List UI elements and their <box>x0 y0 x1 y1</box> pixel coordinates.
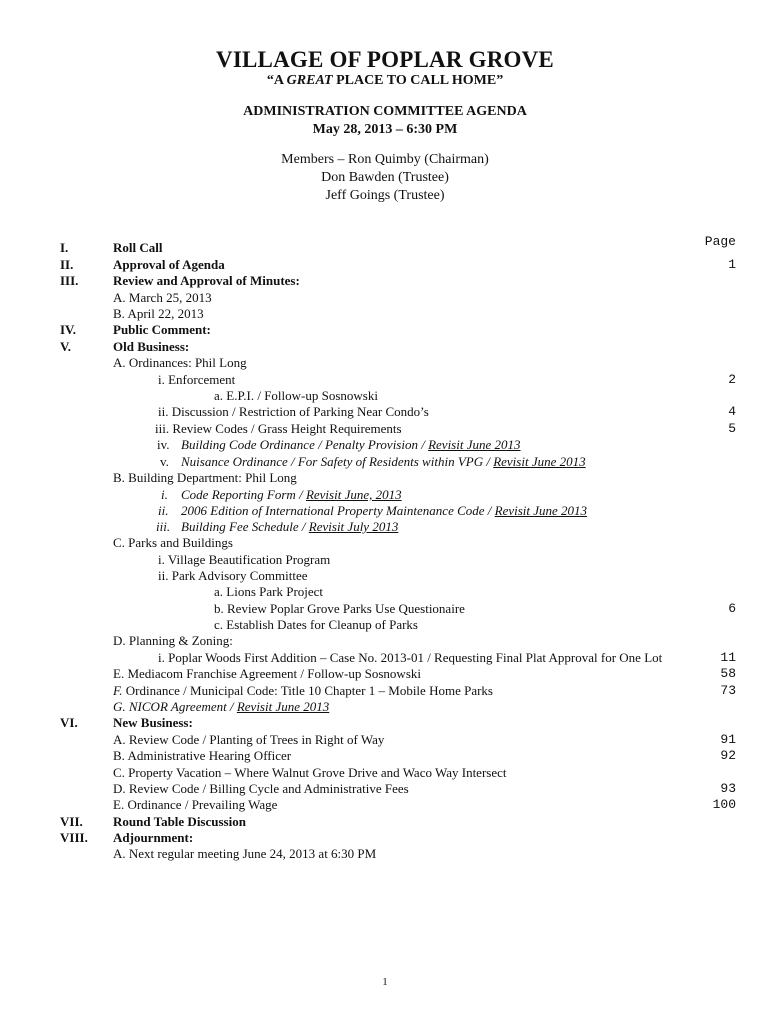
agenda-item <box>0 748 770 764</box>
item-number: iii. <box>156 519 171 534</box>
revisit-note: Revisit June, 2013 <box>305 487 402 502</box>
page-number: 100 <box>712 797 736 812</box>
section-title: Roll Call <box>113 240 163 255</box>
item-text: B. Administrative Hearing Officer <box>113 748 292 763</box>
page-number: 11 <box>720 650 736 665</box>
tagline-end: PLACE TO CALL HOME” <box>332 73 504 88</box>
agenda-section <box>0 715 770 731</box>
agenda-item <box>0 470 770 486</box>
agenda-title: ADMINISTRATION COMMITTEE AGENDA <box>243 104 527 119</box>
agenda-item <box>0 437 770 453</box>
agenda-item <box>0 699 770 715</box>
agenda-item <box>0 797 770 813</box>
section-number: VI. <box>60 715 78 730</box>
agenda-item <box>0 535 770 551</box>
revisit-note: Revisit July 2013 <box>308 519 399 534</box>
item-text: D. Planning & Zoning: <box>113 633 233 648</box>
item-letter: F. <box>113 683 123 698</box>
agenda-section <box>0 830 770 846</box>
agenda-item <box>0 584 770 600</box>
agenda-item <box>0 372 770 388</box>
agenda-item <box>0 404 770 420</box>
item-text: b. Review Poplar Grove Parks Use Questionaire <box>214 601 465 616</box>
section-number: VII. <box>60 814 83 829</box>
item-text: Building Code Ordinance / Penalty Provision / <box>181 437 429 452</box>
agenda-section <box>0 240 770 256</box>
item-text: E. Mediacom Franchise Agreement / Follow-up Sosnowski <box>113 666 421 681</box>
section-number: III. <box>60 273 79 288</box>
item-text: c. Establish Dates for Cleanup of Parks <box>214 617 418 632</box>
item-number: iv. <box>157 437 170 452</box>
item-text: Building Fee Schedule / <box>181 519 309 534</box>
item-text: Code Reporting Form / <box>181 487 306 502</box>
agenda-section <box>0 273 770 289</box>
item-text: a. E.P.I. / Follow-up Sosnowski <box>214 388 378 403</box>
item-text: A. Next regular meeting June 24, 2013 at 6:30 PM <box>113 846 377 861</box>
tagline-emphasis: GREAT <box>286 73 333 88</box>
tagline <box>0 73 770 89</box>
member-line: Jeff Goings (Trustee) <box>325 188 445 203</box>
item-text: a. Lions Park Project <box>214 584 324 599</box>
page-number: 92 <box>720 748 736 763</box>
page-column-header: Page <box>704 234 736 249</box>
item-text: iii. Review Codes / Grass Height Requirements <box>155 421 402 436</box>
agenda-item <box>0 650 770 666</box>
agenda-item <box>0 388 770 404</box>
agenda-section <box>0 257 770 273</box>
item-text: 2006 Edition of International Property Maintenance Code / <box>181 503 495 518</box>
section-title: New Business: <box>113 715 193 730</box>
tagline-start: “A <box>266 73 287 88</box>
revisit-note: Revisit June 2013 <box>494 503 588 518</box>
document-title: VILLAGE OF POPLAR GROVE <box>216 47 554 72</box>
item-text: G. NICOR Agreement / <box>113 699 237 714</box>
footer-page-number: 1 <box>382 976 388 988</box>
item-text: i. Enforcement <box>158 372 236 387</box>
agenda-item <box>0 617 770 633</box>
member-line: Don Bawden (Trustee) <box>321 170 449 185</box>
page-number: 73 <box>720 683 736 698</box>
item-text: A. Review Code / Planting of Trees in Right of Way <box>113 732 385 747</box>
page-number: 58 <box>720 666 736 681</box>
agenda-item <box>0 683 770 699</box>
agenda-item <box>0 454 770 470</box>
section-number: V. <box>60 339 71 354</box>
agenda-item <box>0 355 770 371</box>
page-number: 4 <box>728 404 736 419</box>
page-number: 6 <box>728 601 736 616</box>
agenda-item <box>0 846 770 862</box>
revisit-note: Revisit June 2013 <box>493 454 586 469</box>
item-number: v. <box>160 454 169 469</box>
section-number: I. <box>60 240 69 255</box>
agenda-item <box>0 781 770 797</box>
section-title: Round Table Discussion <box>113 814 246 829</box>
agenda-item <box>0 601 770 617</box>
agenda-item <box>0 519 770 535</box>
agenda-section <box>0 814 770 830</box>
agenda-item <box>0 666 770 682</box>
item-text: B. April 22, 2013 <box>113 306 204 321</box>
agenda-item <box>0 306 770 322</box>
item-number: ii. <box>158 503 169 518</box>
item-text: Ordinance / Municipal Code: Title 10 Chapter 1 – Mobile Home Parks <box>122 683 493 698</box>
agenda-item <box>0 503 770 519</box>
item-text: i. Poplar Woods First Addition – Case No. 2013-01 / Requesting Final Plat Approval for One Lot <box>158 650 663 665</box>
section-title: Public Comment: <box>113 322 211 337</box>
member-line: Members – Ron Quimby (Chairman) <box>281 152 489 167</box>
item-text: C. Property Vacation – Where Walnut Grove Drive and Waco Way Intersect <box>113 765 507 780</box>
agenda-item <box>0 732 770 748</box>
meeting-date: May 28, 2013 – 6:30 PM <box>312 122 458 137</box>
item-text: i. Village Beautification Program <box>158 552 331 567</box>
revisit-note: Revisit June 2013 <box>428 437 521 452</box>
page-number: 93 <box>720 781 736 796</box>
section-title: Adjournment: <box>113 830 194 845</box>
item-text: D. Review Code / Billing Cycle and Administrative Fees <box>113 781 409 796</box>
agenda-item <box>0 421 770 437</box>
revisit-note: Revisit June 2013 <box>236 699 330 714</box>
agenda-section <box>0 322 770 338</box>
item-text: C. Parks and Buildings <box>113 535 233 550</box>
item-text: A. Ordinances: Phil Long <box>113 355 247 370</box>
agenda-item <box>0 568 770 584</box>
item-text: E. Ordinance / Prevailing Wage <box>113 797 278 812</box>
item-text: A. March 25, 2013 <box>113 290 212 305</box>
item-text: Nuisance Ordinance / For Safety of Residents within VPG / <box>181 454 494 469</box>
page-number: 91 <box>720 732 736 747</box>
section-title: Review and Approval of Minutes: <box>113 273 300 288</box>
agenda-section <box>0 339 770 355</box>
agenda-item <box>0 552 770 568</box>
item-text: ii. Discussion / Restriction of Parking Near Condo’s <box>158 404 429 419</box>
agenda-item <box>0 487 770 503</box>
page-number: 2 <box>728 372 736 387</box>
agenda-item <box>0 633 770 649</box>
item-text: B. Building Department: Phil Long <box>113 470 297 485</box>
item-text: ii. Park Advisory Committee <box>158 568 308 583</box>
section-number: IV. <box>60 322 77 337</box>
agenda-item <box>0 290 770 306</box>
item-number: i. <box>161 487 168 502</box>
page-number: 5 <box>728 421 736 436</box>
section-title: Approval of Agenda <box>113 257 225 272</box>
section-number: VIII. <box>60 830 88 845</box>
page-number: 1 <box>728 257 736 272</box>
section-number: II. <box>60 257 74 272</box>
agenda-item <box>0 765 770 781</box>
section-title: Old Business: <box>113 339 190 354</box>
